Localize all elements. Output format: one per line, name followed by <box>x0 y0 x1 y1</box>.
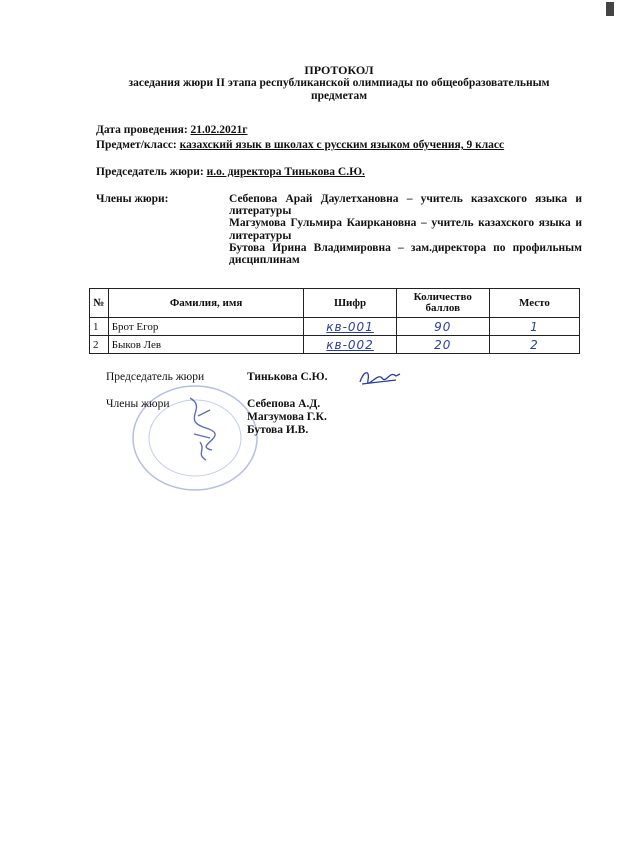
col-header-score: Количество баллов <box>396 289 489 318</box>
date-label: Дата проведения: <box>96 124 191 136</box>
col-header-code: Шифр <box>304 289 396 318</box>
row-number: 2 <box>90 336 109 354</box>
subject-label: Предмет/класс: <box>96 139 180 151</box>
row-name: Быков Лев <box>108 336 304 354</box>
table-row <box>90 318 580 336</box>
official-stamp-icon <box>120 378 270 498</box>
scan-corner-mark <box>606 2 614 16</box>
chair-signature-name: Тинькова С.Ю. <box>247 371 328 383</box>
member-item: Себепова Арай Даулетхановна – учитель казахского языка и литературы <box>229 193 582 218</box>
member-item: Магзумова Гульмира Каиркановна – учитель казахского языка и литературы <box>229 217 582 242</box>
row-place: 2 <box>489 336 579 354</box>
col-header-name: Фамилия, имя <box>108 289 304 318</box>
members-list <box>229 193 582 266</box>
subject-line <box>96 139 504 152</box>
members-signature-row <box>0 398 618 438</box>
subject-value: казахский язык в школах с русским языком обучения, 9 класс <box>179 139 505 151</box>
member-signature-name: Магзумова Г.К. <box>247 411 327 423</box>
row-score: 20 <box>396 336 489 354</box>
row-score: 90 <box>396 318 489 336</box>
col-header-number: № <box>90 289 109 318</box>
chair-signature-icon <box>356 366 404 388</box>
protocol-title: ПРОТОКОЛ <box>304 63 374 77</box>
row-number: 1 <box>90 318 109 336</box>
protocol-header <box>96 64 582 103</box>
table-row <box>90 336 580 354</box>
row-name: Брот Егор <box>108 318 304 336</box>
members-signature-label: Члены жюри <box>106 398 170 410</box>
member-signature-name: Себепова А.Д. <box>247 398 321 410</box>
row-code: кв-001 <box>304 318 396 336</box>
chair-label: Председатель жюри: <box>96 166 207 178</box>
col-header-place: Место <box>489 289 579 318</box>
chair-signature-label: Председатель жюри <box>106 371 205 383</box>
protocol-subtitle-line1: заседания жюри II этапа республиканской олимпиады по общеобразовательным <box>128 77 550 89</box>
row-place: 1 <box>489 318 579 336</box>
row-code: кв-002 <box>304 336 396 354</box>
chair-line <box>96 166 365 179</box>
member-signature-name: Бутова И.В. <box>247 424 309 436</box>
protocol-subtitle-line2: предметам <box>310 90 368 102</box>
date-line <box>96 124 248 137</box>
chair-value: и.о. директора Тинькова С.Ю. <box>206 166 365 178</box>
member-item: Бутова Ирина Владимировна – зам.директора по профильным дисциплинам <box>229 241 582 267</box>
table-header-row <box>90 289 580 318</box>
members-label: Члены жюри: <box>96 193 169 205</box>
date-value: 21.02.2021г <box>190 124 248 136</box>
results-table <box>89 288 580 354</box>
